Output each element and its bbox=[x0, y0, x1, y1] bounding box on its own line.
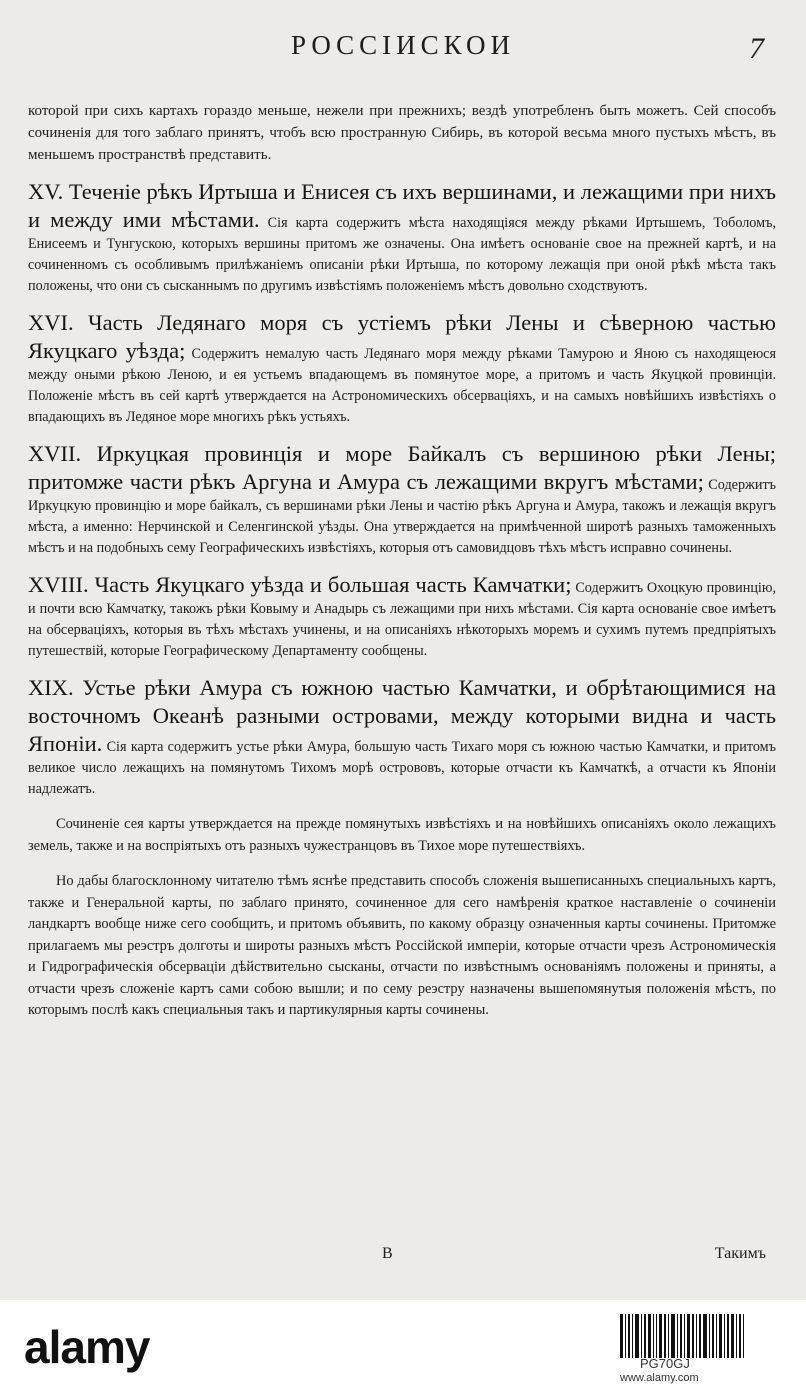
stock-watermark-footer bbox=[0, 1300, 806, 1390]
section-body: Сія карта содержитъ устье рѣки Амура, большую часть Тихаго моря съ южною частью Камчатки, и притомъ великое число лежащихъ на помянутомъ Тихомъ морѣ острововъ, которые отчасти къ Камчаткѣ, а отчасти къ Японіи надлежатъ. bbox=[28, 739, 776, 797]
section-title: XVII. Иркуцкая провинція и море Байкалъ съ вершиною рѣки Лены; притомже части рѣкъ Аргуна и Амура съ лежащими вкругъ мѣстами; bbox=[28, 441, 776, 494]
image-id: PG70GJ bbox=[640, 1356, 690, 1371]
body-paragraph: Сочиненіе сея карты утверждается на прежде помянутыхъ извѣстіяхъ и на новѣйшихъ описаніяхъ около лежащихъ земель, также и на воспріятыхъ отъ разныхъ чужестранцовъ въ Тихое море путешествіяхъ. bbox=[28, 816, 776, 854]
barcode-icon bbox=[620, 1314, 746, 1358]
alamy-logo: alamy bbox=[24, 1321, 150, 1373]
section-xviii bbox=[28, 571, 776, 662]
section-body: Сія карта содержитъ мѣста находящіяся между рѣками Иртышемъ, Тоболомъ, Енисеемъ и Тунгускою, которыхъ вершины притомъ же означены. Она имѣетъ основаніе свое на прежней картѣ, и на сочиненномъ съ особливымъ прилѣжаніемъ описаніи рѣки Иртыша, по которому лежащія при оной рѣкѣ мѣста такъ положены, что они съ сысканнымъ по другимъ извѣстіямъ положеніемъ мѣстъ довольно сходствуютъ. bbox=[28, 215, 776, 294]
section-body: Содержитъ Иркуцкую провинцію и море байкалъ, съ вершинами рѣки Лены и частію рѣкъ Аргуна и Амура, такожъ и лежащія вкругъ мѣста, а именно: Нерчинской и Селенгинской уѣзды. Она утверждается на примѣченной широтѣ разныхъ таможенныхъ мѣстъ и на подобныхъ сему Географическихъ извѣстіяхъ, которыя отъ самовидцовъ тѣхъ мѣстъ исправно сочинены. bbox=[28, 477, 776, 556]
section-xv bbox=[28, 178, 776, 297]
body-paragraph: Но дабы благосклонному читателю тѣмъ яснѣе представить способъ сложенія вышеписанныхъ специальныхъ картъ, также и Генеральной карты, по заблаго принято, сочиненное для сего намѣренія краткое наставленіе о сочиненіи ландкартъ вообще ниже сего сообщить, и притомъ объявить, по какому образцу означенныя карты сочинены. Притомже прилагаемъ мы реэстръ долготы и широты разныхъ мѣстъ Россійской имперіи, которые отчасти чрезъ Астрономическія и Гидрографическія обсерваціи дѣйствительно сысканы, отчасти по извѣстнымъ основаніямъ положены и приняты, а отчасти чрезъ сложеніе картъ сами собою вышли; и по сему реэстру назначены вышепомянутыя положенія мѣстъ, по которымъ послѣ какъ специальныя такъ и партикулярныя карты сочинены. bbox=[28, 873, 776, 1018]
section-title: XIX. Устье рѣки Амура съ южною частью Камчатки, и обрѣтающимися на восточномъ Океанѣ разными островами, между которыми видна и часть Японіи. bbox=[28, 675, 776, 756]
section-body: Содержитъ Охоцкую провинцію, и почти всю Камчатку, такожъ рѣки Ковыму и Анадырь съ лежащими при нихъ мѣстами. Сія карта основаніе свое имѣетъ на обсерваціяхъ, которыя въ тѣхъ мѣстахъ учинены, и на описаніяхъ нѣкоторыхъ моремъ и сухимъ путемъ предпріятыхъ путешествій, которые Географическому Департаменту сообщены. bbox=[28, 580, 776, 659]
section-body: Содержитъ немалую часть Ледянаго моря между рѣками Тамурою и Яною съ находящеюся между оными рѣкою Леною, и ея устьемъ впадающемъ въ помянутое море, а притомъ и часть Якуцкой провинціи. Положеніе мѣстъ въ сей картѣ утверждается на Астрономическихъ обсерваціяхъ, и на самыхъ новѣйшихъ извѣстіяхъ о впадающихъ въ Ледяное море многихъ рѣкъ устьяхъ. bbox=[28, 346, 777, 425]
page-content bbox=[28, 100, 776, 1022]
section-xvi bbox=[28, 309, 776, 428]
section-xvii bbox=[28, 440, 776, 559]
section-title: XVI. Часть Ледянаго моря съ устіемъ рѣки Лены и сѣверною частью Якуцкаго уѣзда; bbox=[28, 310, 776, 363]
intro-paragraph: которой при сихъ картахъ гораздо меньше, нежели при прежнихъ; вездѣ употребленъ быть можетъ. Сей способъ сочиненія для того заблаго принятъ, чтобъ всю пространную Сибирь, въ которой весьма много пустыхъ мѣстъ, въ меньшемъ пространствѣ представить. bbox=[28, 103, 776, 163]
running-head: РОССIИСКОИ bbox=[290, 30, 516, 60]
section-title: XVIII. Часть Якуцкаго уѣзда и большая часть Камчатки; bbox=[28, 572, 572, 597]
page-number: 7 bbox=[749, 32, 764, 65]
section-xix bbox=[28, 674, 776, 800]
catchword: Такимъ bbox=[714, 1245, 766, 1262]
section-title: XV. Теченіе рѣкъ Иртыша и Енисея съ ихъ вершинами, и лежащими при нихъ и между ими мѣстами. bbox=[28, 179, 776, 232]
signature-mark: B bbox=[382, 1245, 393, 1262]
site-url: www.alamy.com bbox=[620, 1372, 699, 1384]
